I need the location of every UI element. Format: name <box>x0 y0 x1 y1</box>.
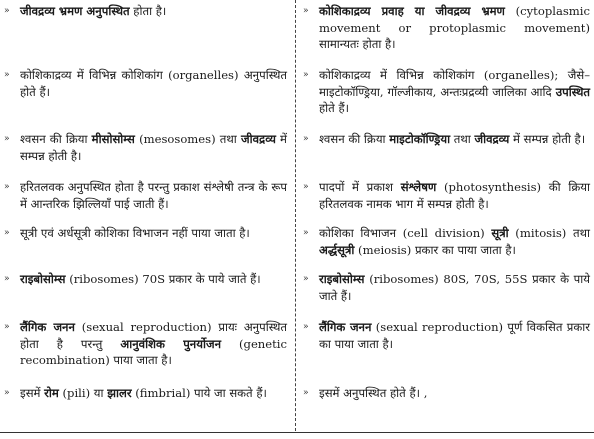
bold-term: आनुवंशिक पुनर्योजन <box>120 336 222 351</box>
bold-term: उपस्थित <box>555 84 590 99</box>
cell-text <box>319 131 590 164</box>
cell-text <box>20 225 287 258</box>
right-cell <box>295 0 594 53</box>
text-segment: सूत्री एवं अर्धसूत्री कोशिका विभाजन नहीं पाया जाता है। <box>20 226 250 240</box>
text-segment: में सम्पन्न होती है। <box>509 132 586 146</box>
text-segment: में सम्पन्न होती है। <box>20 132 287 163</box>
bullet-icon: » <box>4 388 10 398</box>
text-segment: (sexual reproduction) प्रायः अनुपस्थित होता है परन्तु <box>20 320 287 351</box>
bold-term: संश्लेषण <box>400 180 437 194</box>
table-row <box>0 64 594 117</box>
text-segment: कोशिकाद्रव्य में विभिन्न कोशिकांग (organelles); जैसे–माइटोकॉण्ड्रिया, गॉल्जीकाय, अन्तःप्रद्रव्यी जालिका आदि <box>319 68 590 99</box>
cell-text <box>20 3 287 53</box>
bullet-icon: » <box>303 322 309 332</box>
left-cell <box>0 382 295 402</box>
bold-term: रोम <box>44 386 59 400</box>
text-segment: श्वसन की क्रिया <box>319 132 390 146</box>
text-segment: कोशिका विभाजन (cell division) <box>319 226 492 240</box>
bullet-icon: » <box>4 274 10 284</box>
right-cell <box>295 268 594 304</box>
table-row <box>0 316 594 369</box>
text-segment: होता है। <box>129 4 167 18</box>
left-cell <box>0 128 295 164</box>
text-segment: (meiosis) प्रकार का पाया जाता है। <box>354 242 516 257</box>
cell-text <box>319 271 590 304</box>
table-row <box>0 0 594 53</box>
bold-term: लैंगिक जनन <box>319 320 372 334</box>
right-cell <box>295 222 594 258</box>
table-row <box>0 176 594 212</box>
bold-term: जीवद्रव्य <box>474 132 510 146</box>
text-segment: श्वसन की क्रिया <box>20 132 92 146</box>
text-segment: (mitosis) तथा <box>508 226 590 240</box>
text-segment: (ribosomes) 80S, 70S, 55S प्रकार के पाये जाते हैं। <box>319 272 590 303</box>
right-cell <box>295 128 594 164</box>
text-segment: (cytoplasmic movement or protoplasmic movement) सामान्यतः होता है। <box>319 4 591 51</box>
text-segment: (genetic recombination) पाया जाता है। <box>20 336 287 367</box>
cell-text <box>20 131 287 164</box>
text-segment: तथा <box>450 132 475 146</box>
bullet-icon: » <box>4 322 10 332</box>
table-row <box>0 128 594 164</box>
right-cell <box>295 382 594 402</box>
cell-text <box>319 319 590 369</box>
bullet-icon: » <box>303 182 309 192</box>
bullet-icon: » <box>4 6 10 16</box>
cell-text <box>319 179 590 212</box>
cell-text <box>20 271 287 304</box>
cell-text <box>319 3 590 53</box>
bullet-icon: » <box>303 388 309 398</box>
text-segment: (mesosomes) तथा <box>134 132 241 146</box>
text-segment: (fimbrial) पाये जा सकते हैं। <box>131 386 267 400</box>
right-cell <box>295 64 594 117</box>
text-segment: इसमें अनुपस्थित होते हैं। , <box>319 386 428 400</box>
bold-term: कोशिकाद्रव्य प्रवाह या जीवद्रव्य भ्रमण <box>319 4 505 18</box>
bullet-icon: » <box>303 6 309 16</box>
bullet-icon: » <box>4 182 10 192</box>
bold-term: जीवद्रव्य भ्रमण अनुपस्थित <box>20 4 130 18</box>
text-segment: (sexual reproduction) पूर्ण विकसित प्रकार का पाया जाता है। <box>319 320 591 351</box>
cell-text <box>20 319 287 369</box>
right-cell <box>295 176 594 212</box>
bold-term: राइबोसोम्स <box>319 272 365 286</box>
left-cell <box>0 222 295 258</box>
cell-text <box>20 67 287 117</box>
bold-term: माइटोकॉण्ड्रिया <box>389 132 451 146</box>
cell-text <box>20 385 287 402</box>
table-row <box>0 222 594 258</box>
text-segment: इसमें <box>20 386 45 400</box>
bullet-icon: » <box>4 70 10 80</box>
table-row <box>0 268 594 304</box>
cell-text <box>319 385 590 402</box>
text-segment: (photosynthesis) की क्रिया हरितलवक नामक भाग में सम्पन्न होती है। <box>319 180 590 211</box>
cell-text <box>20 179 287 212</box>
bold-term: लैंगिक जनन <box>20 320 75 334</box>
left-cell <box>0 316 295 369</box>
text-segment: (ribosomes) 70S प्रकार के पाये जाते हैं। <box>65 272 261 286</box>
left-cell <box>0 268 295 304</box>
bullet-icon: » <box>4 228 10 238</box>
cell-text <box>319 225 590 258</box>
bullet-icon: » <box>303 274 309 284</box>
left-cell <box>0 64 295 117</box>
table-row <box>0 382 594 402</box>
bottom-rule <box>0 432 594 433</box>
text-segment: (pili) या <box>58 386 108 400</box>
text-segment: पादपों में प्रकाश <box>319 180 401 194</box>
bold-term: झालर <box>107 386 132 400</box>
bold-term: सूत्री <box>491 226 509 240</box>
text-segment: हरितलवक अनुपस्थित होता है परन्तु प्रकाश संश्लेषी तन्त्र के रूप में आन्तरिक झिल्लियाँ पाई जाती हैं। <box>20 180 287 211</box>
bullet-icon: » <box>303 134 309 144</box>
text-segment: कोशिकाद्रव्य में विभिन्न कोशिकांग (organelles) अनुपस्थित होते हैं। <box>20 68 287 99</box>
bold-term: मीसोसोम्स <box>91 132 135 146</box>
bold-term: जीवद्रव्य <box>240 132 276 146</box>
bold-term: अर्द्धसूत्री <box>319 242 355 257</box>
right-cell <box>295 316 594 369</box>
bold-term: राइबोसोम्स <box>20 272 66 286</box>
bullet-icon: » <box>303 228 309 238</box>
left-cell <box>0 176 295 212</box>
left-cell <box>0 0 295 53</box>
bullet-icon: » <box>4 134 10 144</box>
bullet-icon: » <box>303 70 309 80</box>
cell-text <box>319 67 590 117</box>
text-segment: होते हैं। <box>319 101 350 115</box>
